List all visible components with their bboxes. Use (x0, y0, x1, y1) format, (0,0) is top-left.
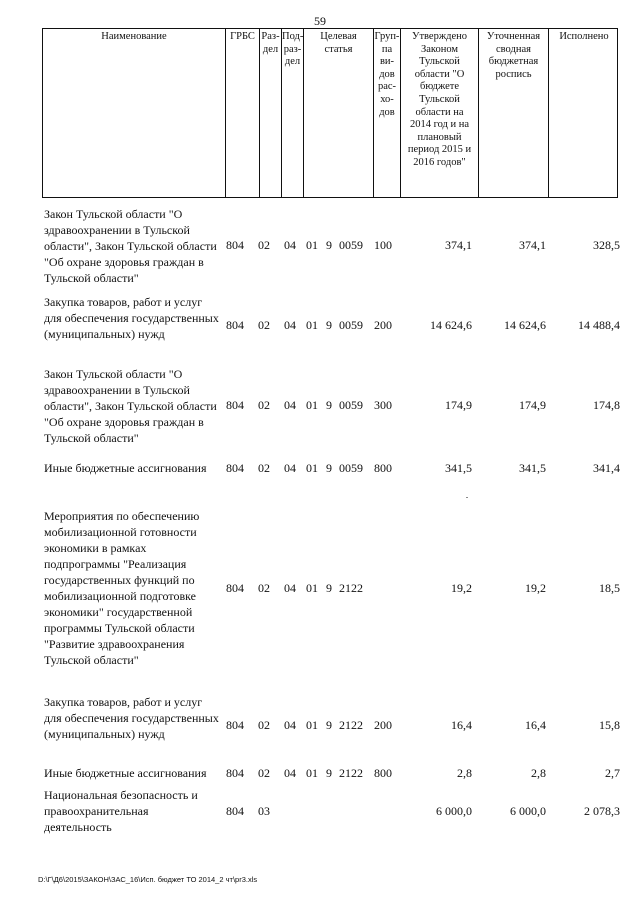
header-target: Целевая статья (303, 29, 373, 197)
row-executed: 341,4 (593, 461, 620, 475)
row-target-b: 9 (326, 238, 332, 252)
row-refined: 6 000,0 (510, 804, 546, 818)
row-podrazdel: 04 (284, 398, 296, 412)
row-razdel: 02 (258, 766, 270, 780)
row-razdel: 03 (258, 804, 270, 818)
row-target-c: 0059 (339, 318, 363, 332)
row-razdel: 02 (258, 318, 270, 332)
row-grbs: 804 (226, 804, 244, 818)
row-podrazdel: 04 (284, 581, 296, 595)
row-podrazdel: 04 (284, 238, 296, 252)
row-target-a: 01 (306, 318, 318, 332)
row-name: Закупка товаров, работ и услуг для обеспечения государственных (муниципальных) нужд (44, 695, 219, 741)
row-target-b: 9 (326, 766, 332, 780)
row-target-c: 2122 (339, 766, 363, 780)
row-name: Закон Тульской области "О здравоохранении в Тульской области", Закон Тульской области "Об охране здоровья граждан в Тульской области" (44, 207, 217, 285)
row-group: 300 (374, 398, 392, 412)
scan-artifact (466, 497, 468, 498)
row-name: Закон Тульской области "О здравоохранении в Тульской области", Закон Тульской области "Об охране здоровья граждан в Тульской области" (44, 367, 217, 445)
row-refined: 341,5 (519, 461, 546, 475)
row-executed: 14 488,4 (578, 318, 620, 332)
row-approved: 14 624,6 (430, 318, 472, 332)
row-target-c: 2122 (339, 718, 363, 732)
row-target-b: 9 (326, 581, 332, 595)
row-group: 800 (374, 461, 392, 475)
row-name: Иные бюджетные ассигнования (44, 461, 207, 475)
row-razdel: 02 (258, 238, 270, 252)
header-group: Груп- па ви- дов рас- хо- дов (373, 29, 400, 197)
row-razdel: 02 (258, 581, 270, 595)
file-path-footer: D:\Г\Д6\2015\ЗАКОН\ЗАС_16\Исп. бюджет ТО 2014_2 чт\pr3.xls (38, 875, 258, 884)
row-group: 200 (374, 718, 392, 732)
row-target-a: 01 (306, 718, 318, 732)
row-executed: 328,5 (593, 238, 620, 252)
row-refined: 174,9 (519, 398, 546, 412)
header-refined: Уточненная сводная бюджетная роспись (478, 29, 548, 197)
row-target-a: 01 (306, 766, 318, 780)
header-approved: Утверждено Законом Тульской области "О бюджете Тульской области на 2014 год и на плановый период 2015 и 2016 годов" (400, 29, 478, 197)
row-target-a: 01 (306, 461, 318, 475)
header-grbs: ГРБС (225, 29, 259, 197)
row-grbs: 804 (226, 318, 244, 332)
row-approved: 174,9 (445, 398, 472, 412)
row-name: Закупка товаров, работ и услуг для обеспечения государственных (муниципальных) нужд (44, 295, 219, 341)
row-refined: 2,8 (531, 766, 546, 780)
row-grbs: 804 (226, 718, 244, 732)
row-target-a: 01 (306, 238, 318, 252)
row-refined: 374,1 (519, 238, 546, 252)
row-approved: 19,2 (451, 581, 472, 595)
row-group: 800 (374, 766, 392, 780)
row-executed: 15,8 (599, 718, 620, 732)
row-group: 100 (374, 238, 392, 252)
row-razdel: 02 (258, 718, 270, 732)
row-executed: 18,5 (599, 581, 620, 595)
row-target-a: 01 (306, 581, 318, 595)
row-approved: 6 000,0 (436, 804, 472, 818)
row-executed: 2,7 (605, 766, 620, 780)
row-executed: 174,8 (593, 398, 620, 412)
row-target-a: 01 (306, 398, 318, 412)
row-razdel: 02 (258, 461, 270, 475)
header-podrazdel: Под- раз- дел (281, 29, 303, 197)
row-approved: 16,4 (451, 718, 472, 732)
row-name: Мероприятия по обеспечению мобилизационной готовности экономики в рамках подпрограммы "Реализация государственных функций по мобилизационной подготовке экономики" государственной программы Тульской области "Развитие здравоохранения Тульской области" (44, 509, 200, 667)
row-refined: 19,2 (525, 581, 546, 595)
row-group: 200 (374, 318, 392, 332)
row-target-b: 9 (326, 318, 332, 332)
row-podrazdel: 04 (284, 461, 296, 475)
row-target-b: 9 (326, 398, 332, 412)
row-target-c: 0059 (339, 461, 363, 475)
row-name: Иные бюджетные ассигнования (44, 766, 207, 780)
row-grbs: 804 (226, 461, 244, 475)
row-podrazdel: 04 (284, 318, 296, 332)
page-number: 59 (314, 14, 326, 28)
row-grbs: 804 (226, 766, 244, 780)
row-target-b: 9 (326, 718, 332, 732)
row-executed: 2 078,3 (584, 804, 620, 818)
row-approved: 2,8 (457, 766, 472, 780)
row-podrazdel: 04 (284, 718, 296, 732)
row-target-c: 0059 (339, 398, 363, 412)
row-refined: 14 624,6 (504, 318, 546, 332)
row-grbs: 804 (226, 238, 244, 252)
row-name: Национальная безопасность и правоохранительная деятельность (44, 788, 198, 834)
row-target-c: 0059 (339, 238, 363, 252)
row-razdel: 02 (258, 398, 270, 412)
row-target-c: 2122 (339, 581, 363, 595)
row-grbs: 804 (226, 581, 244, 595)
header-executed: Исполнено (548, 29, 619, 197)
header-razdel: Раз- дел (259, 29, 281, 197)
row-podrazdel: 04 (284, 766, 296, 780)
row-approved: 341,5 (445, 461, 472, 475)
row-refined: 16,4 (525, 718, 546, 732)
header-name: Наименование (101, 31, 167, 42)
row-target-b: 9 (326, 461, 332, 475)
row-approved: 374,1 (445, 238, 472, 252)
table-header (42, 28, 618, 198)
row-grbs: 804 (226, 398, 244, 412)
